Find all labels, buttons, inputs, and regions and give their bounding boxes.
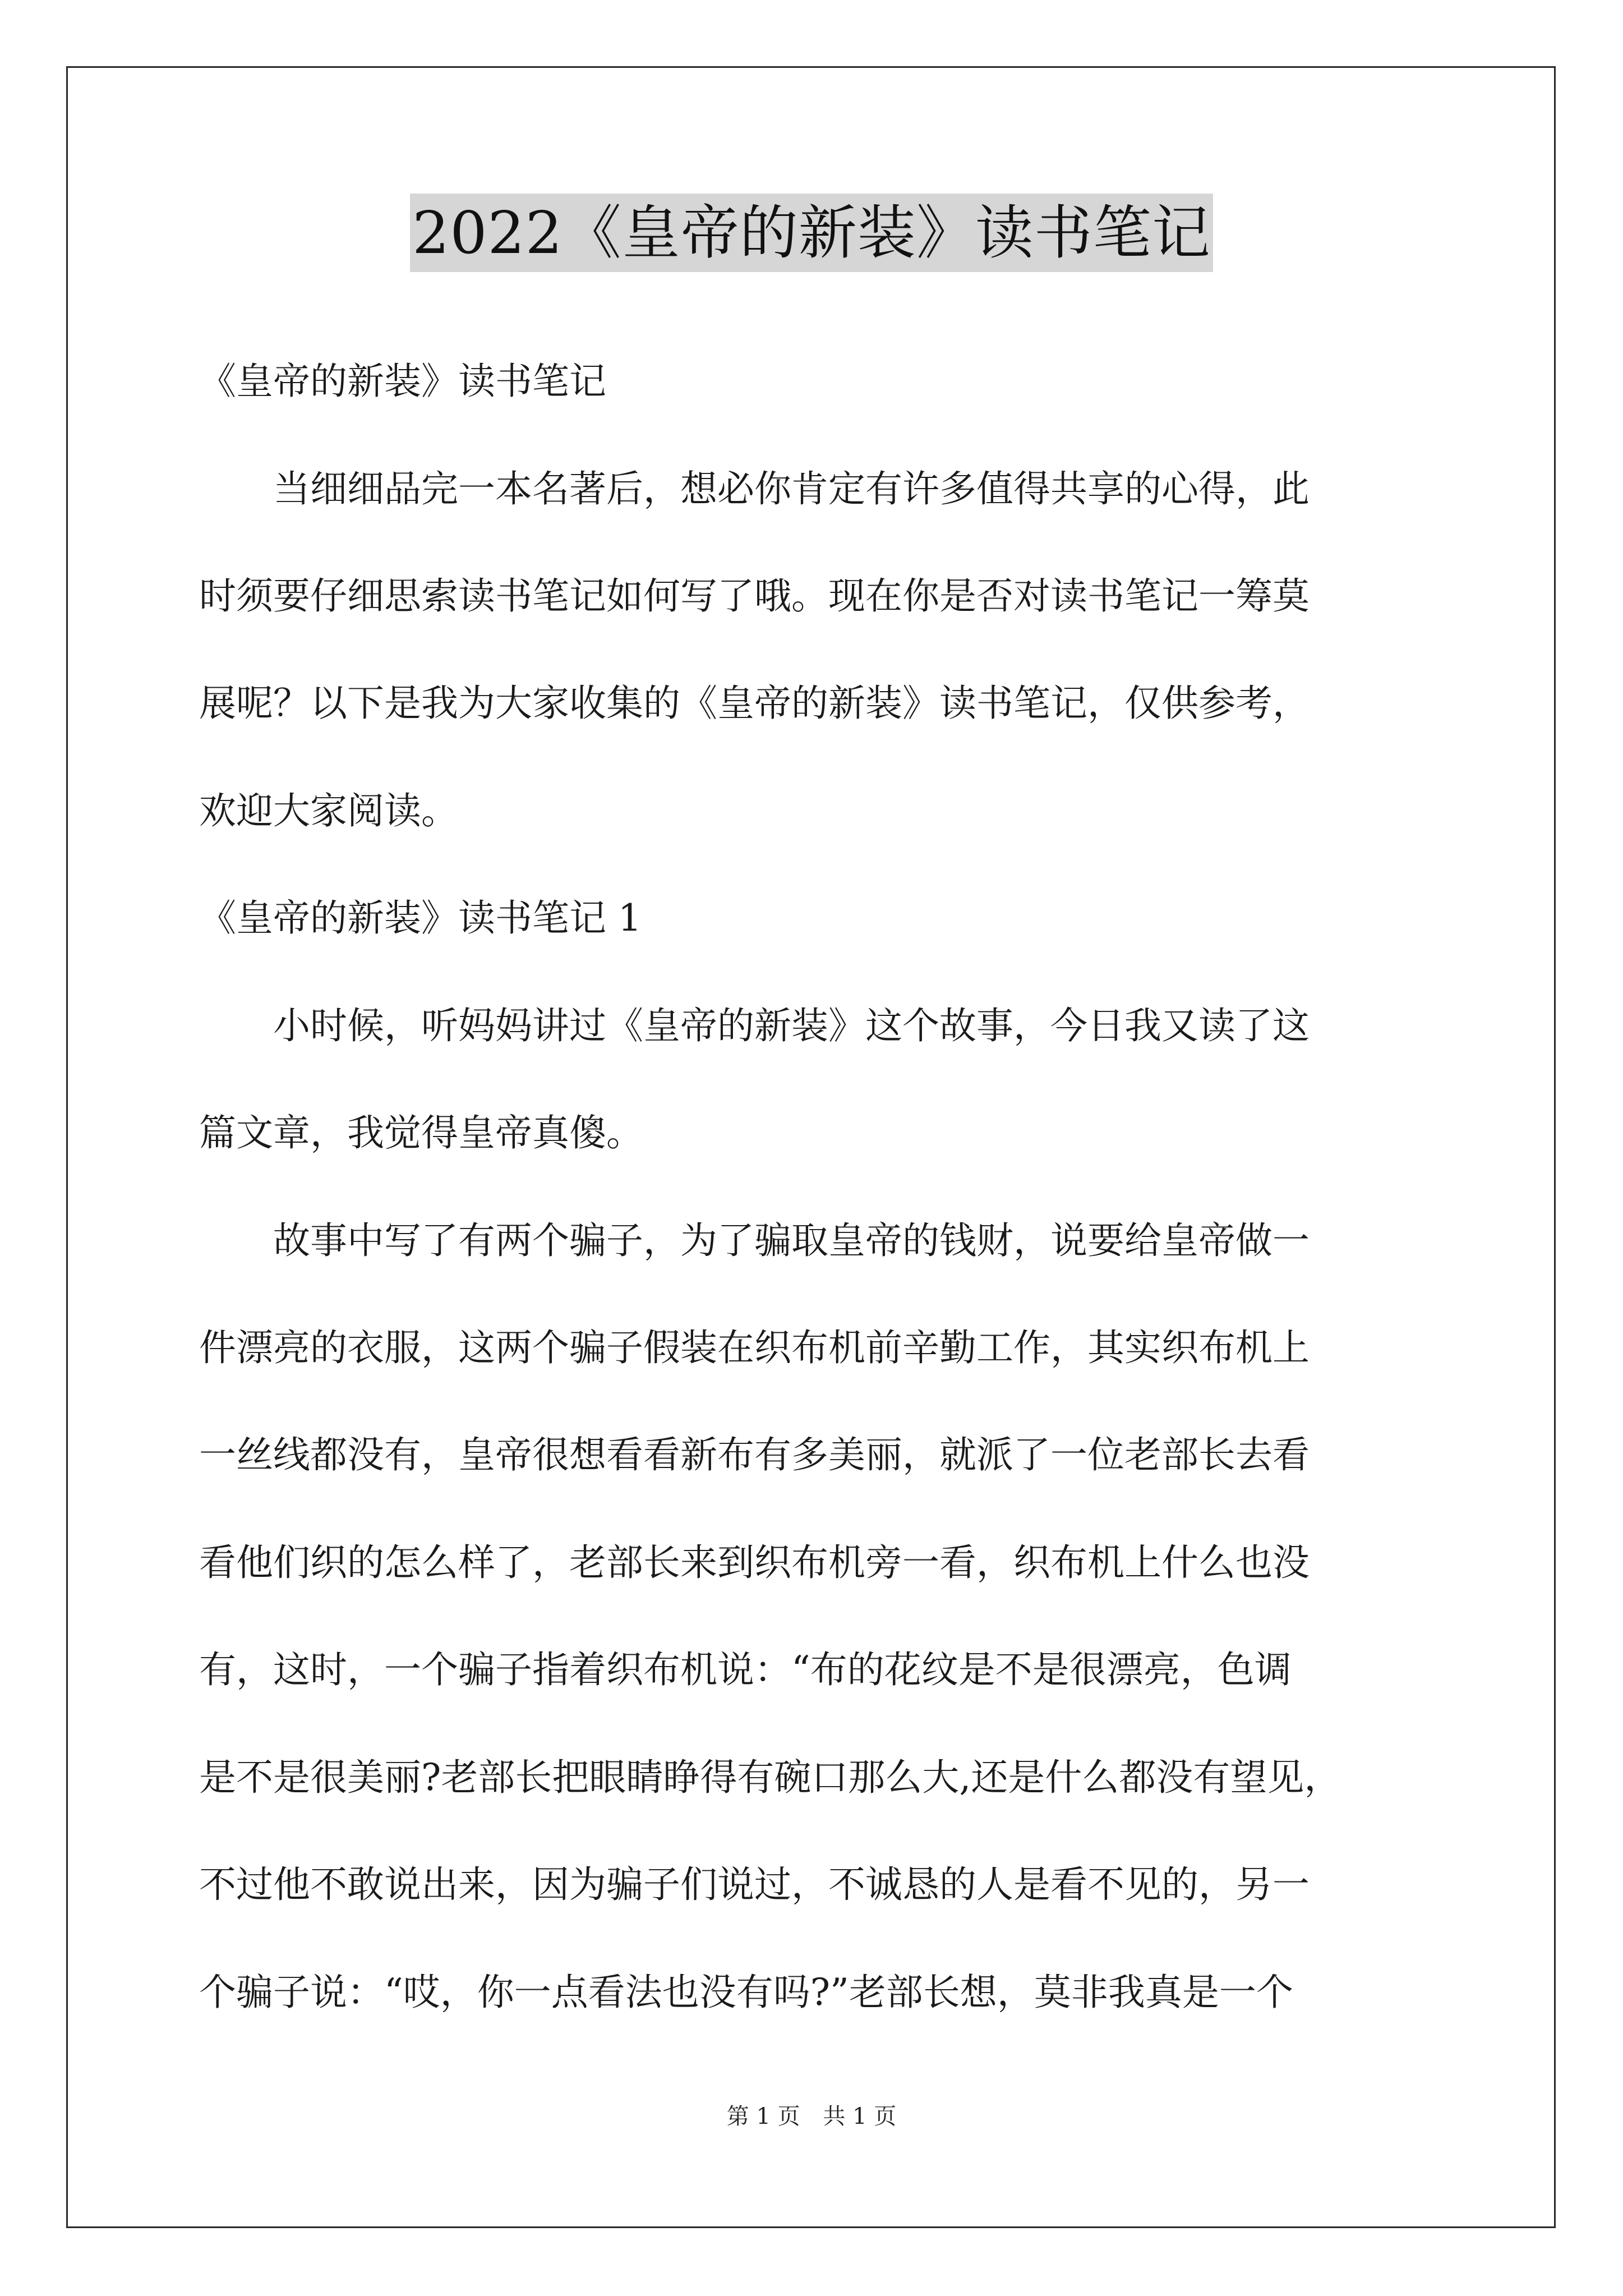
paragraph-line: 是不是很美丽?老部长把眼睛睁得有碗口那么大,还是什么都没有望见， <box>199 1756 1341 1799</box>
paragraph-line: 故事中写了有两个骗子，为了骗取皇帝的钱财，说要给皇帝做一 <box>199 1219 1310 1262</box>
paragraph-line: 篇文章，我觉得皇帝真傻。 <box>199 1111 643 1154</box>
paragraph-line: 看他们织的怎么样了，老部长来到织布机旁一看，织布机上什么也没 <box>199 1541 1310 1584</box>
paragraph-line: 展呢？以下是我为大家收集的《皇帝的新装》读书笔记，仅供参考， <box>199 682 1310 725</box>
paragraph-line: 个骗子说：“哎，你一点看法也没有吗?”老部长想，莫非我真是一个 <box>199 1971 1293 2014</box>
paragraph-line: 欢迎大家阅读。 <box>199 789 458 832</box>
paragraph-line: 一丝线都没有，皇帝很想看看新布有多美丽，就派了一位老部长去看 <box>199 1433 1310 1476</box>
title-container <box>0 194 1623 272</box>
page-total: 共 1 页 <box>823 2104 897 2129</box>
page-footer <box>0 2102 1623 2131</box>
document-title: 2022《皇帝的新装》读书笔记 <box>410 194 1213 272</box>
paragraph-line: 不过他不敢说出来，因为骗子们说过，不诚恳的人是看不见的，另一 <box>199 1863 1310 1906</box>
paragraph-line: 小时候，听妈妈讲过《皇帝的新装》这个故事，今日我又读了这 <box>199 1004 1310 1047</box>
section-heading: 《皇帝的新装》读书笔记 <box>199 360 606 403</box>
section-heading: 《皇帝的新装》读书笔记 1 <box>199 896 642 940</box>
paragraph-line: 件漂亮的衣服，这两个骗子假装在织布机前辛勤工作，其实织布机上 <box>199 1326 1310 1369</box>
paragraph-line: 有，这时，一个骗子指着织布机说：“布的花纹是不是很漂亮，色调 <box>199 1648 1292 1691</box>
page-number: 第 1 页 <box>726 2104 800 2129</box>
paragraph-line: 当细细品完一本名著后，想必你肯定有许多值得共享的心得，此 <box>199 467 1310 510</box>
paragraph-line: 时须要仔细思索读书笔记如何写了哦。现在你是否对读书笔记一筹莫 <box>199 574 1310 618</box>
